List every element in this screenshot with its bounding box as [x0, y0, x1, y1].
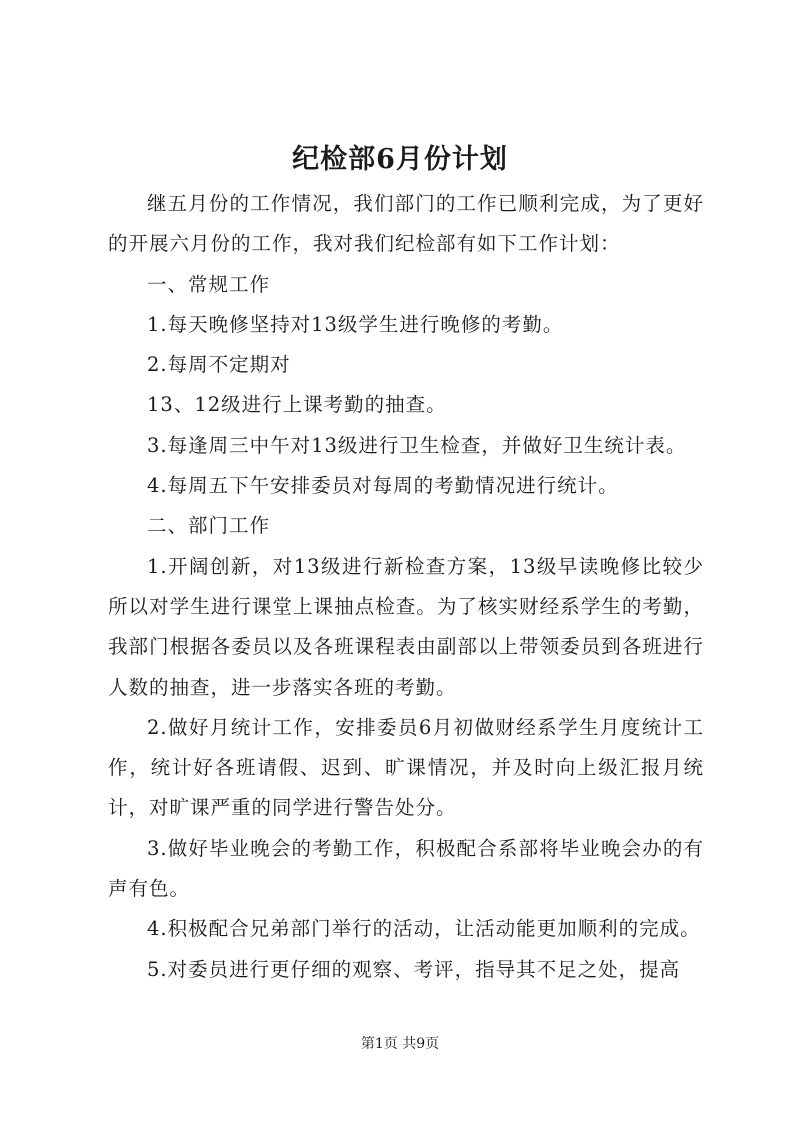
- routine-item-2-continued: 13、12级进行上课考勤的抽查。: [147, 393, 447, 417]
- section-heading-routine: 一、常规工作: [147, 272, 271, 296]
- department-item-3: 3.做好毕业晚会的考勤工作，积极配合系部将毕业晚会办的有声有色。: [108, 836, 704, 901]
- paragraph-intro: 继五月份的工作情况，我们部门的工作已顺利完成，为了更好的开展六月份的工作，我对我们纪检部有如下工作计划：: [108, 192, 704, 256]
- document-title: 纪检部6月份计划: [292, 144, 508, 175]
- routine-item-4: 4.每周五下午安排委员对每周的考勤情况进行统计。: [147, 474, 619, 498]
- department-item-2: 2.做好月统计工作，安排委员6月初做财经系学生月度统计工作，统计好各班请假、迟到、旷课情况，并及时向上级汇报月统计，对旷课严重的同学进行警告处分。: [108, 715, 704, 820]
- document-body: [108, 184, 704, 990]
- page-footer: 第1页 共9页: [360, 1036, 440, 1052]
- routine-item-2: 2.每周不定期对: [147, 353, 291, 377]
- department-item-4: 4.积极配合兄弟部门举行的活动，让活动能更加顺利的完成。: [147, 917, 701, 941]
- routine-item-1: 1.每天晚修坚持对13级学生进行晚修的考勤。: [147, 312, 564, 336]
- routine-item-3: 3.每逢周三中午对13级进行卫生检查，并做好卫生统计表。: [147, 433, 687, 457]
- department-item-5: 5.对委员进行更仔细的观察、考评，指导其不足之处，提高: [147, 957, 681, 981]
- department-item-1: 1.开阔创新，对13级进行新检查方案，13级早读晚修比较少所以对学生进行课堂上课抽点检查。为了核实财经系学生的考勤，我部门根据各委员以及各班课程表由副部以上带领委员到各班进行人数的抽查，进一步落实各班的考勤。: [108, 554, 704, 699]
- section-heading-department: 二、部门工作: [147, 514, 271, 538]
